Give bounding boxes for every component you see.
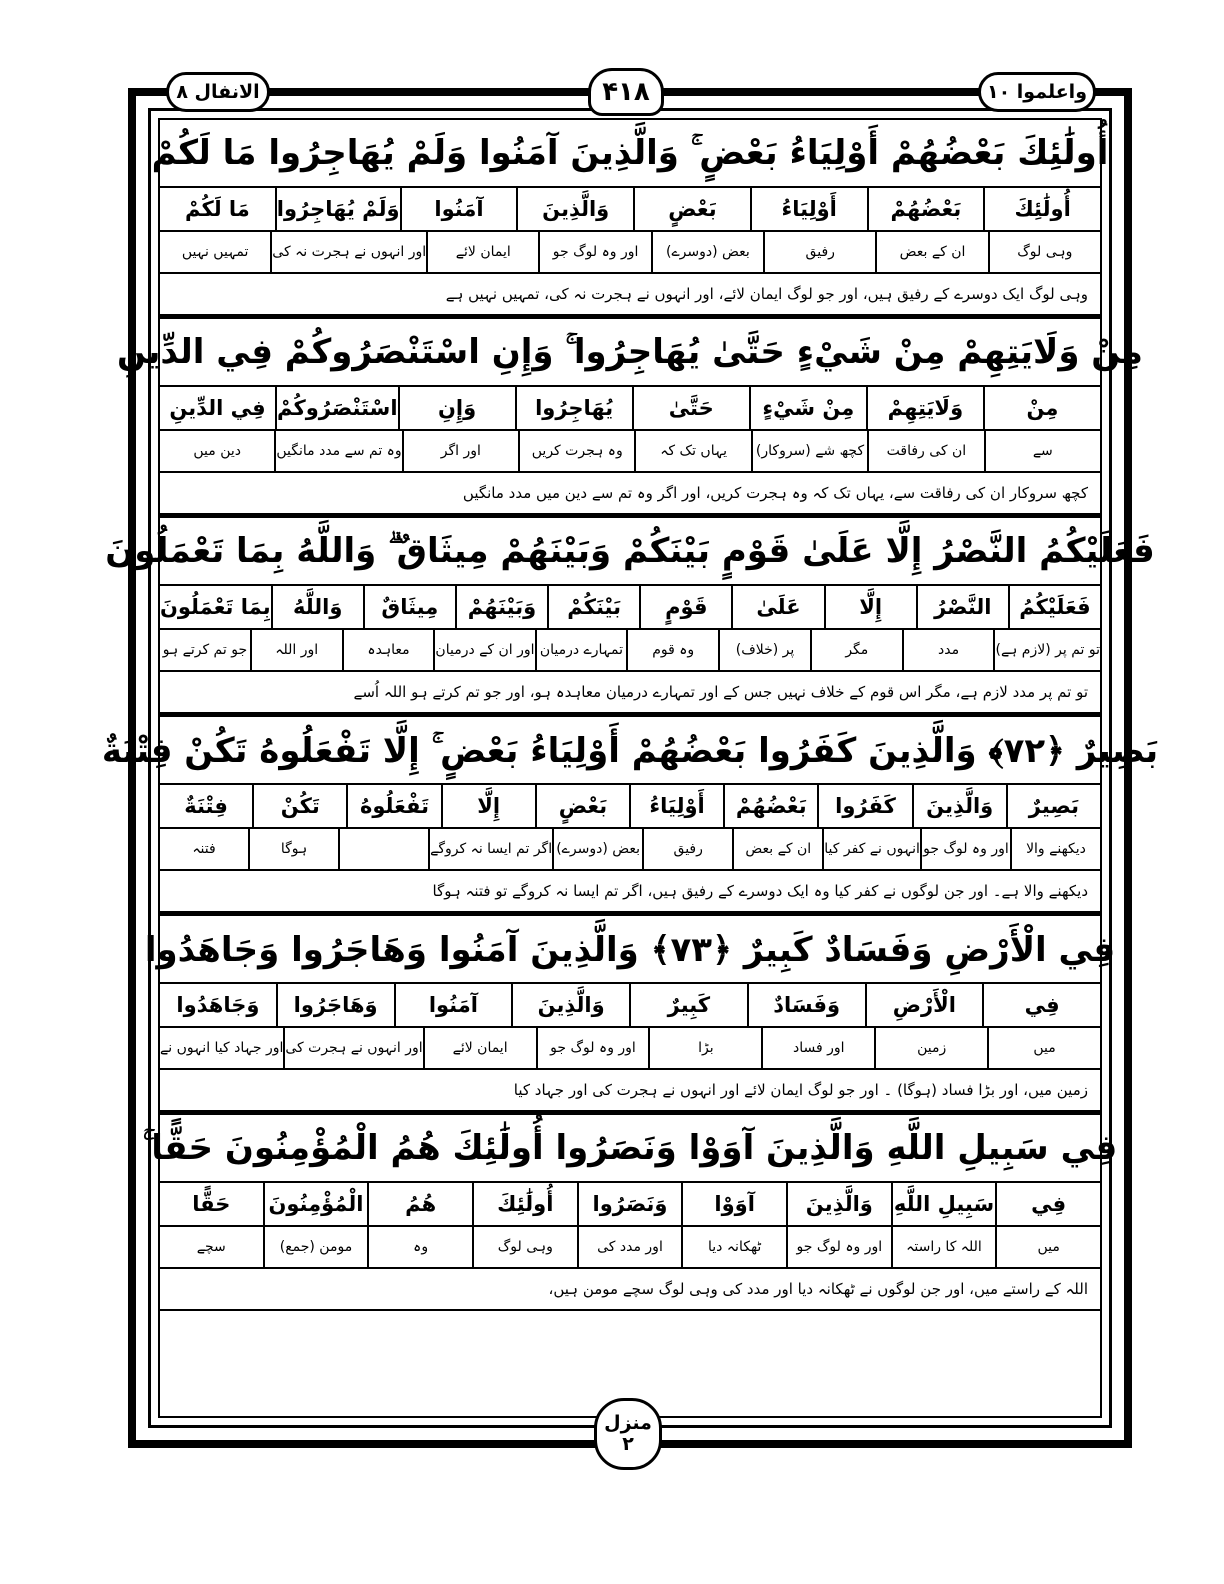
arabic-word-cell: كَفَرُوا (817, 785, 911, 827)
arabic-word-cell: تَكُنْ (252, 785, 346, 827)
urdu-meaning-cell (338, 829, 428, 869)
word-row (160, 1183, 1100, 1227)
arabic-word-cell: آوَوْا (681, 1183, 786, 1225)
urdu-meaning-cell: رفیق (642, 829, 732, 869)
arabic-word-cell: النَّصْرُ (916, 586, 1008, 628)
arabic-word-cell: بَعْضُهُمْ (867, 188, 984, 230)
urdu-meaning-cell: اور انہوں نے ہجرت نہ کی (270, 232, 426, 272)
arabic-word-cell: وَبَيْنَهُمْ (455, 586, 547, 628)
arabic-word-cell: سَبِيلِ اللَّهِ (891, 1183, 996, 1225)
urdu-meaning-cell: اور اللہ (250, 630, 342, 670)
urdu-meaning-cell: بعض (دوسرے) (651, 232, 763, 272)
urdu-translation-line: دیکھنے والا ہے۔ اور جن لوگوں نے کفر کیا وہ ایک دوسرے کے رفیق ہیں، اگر تم ایسا نہ کروگے تو فتنہ ہوگا (160, 871, 1100, 914)
arabic-word-cell: أُولَٰئِكَ (983, 188, 1100, 230)
arabic-word-cell: حَقًّا (192, 1192, 231, 1216)
arabic-word-cell: أَوْلِيَاءُ (750, 188, 867, 230)
urdu-meaning-cell: تمہارے درمیان (535, 630, 627, 670)
word-row (160, 188, 1100, 232)
urdu-meaning-cell: وہی لوگ (472, 1227, 577, 1267)
urdu-meaning-cell: پر (خلاف) (718, 630, 810, 670)
urdu-translation-line: تو تم پر مدد لازم ہے، مگر اس قوم کے خلاف نہیں جس کے اور تمہارے درمیان معاہدہ ہو، اور جو تم کرتے ہو اللہ اُسے (160, 672, 1100, 715)
arabic-word-cell: آمَنُوا (400, 188, 517, 230)
arabic-word-cell: آمَنُوا (394, 984, 512, 1026)
arabic-word-cell: أَوْلِيَاءُ (629, 785, 723, 827)
arabic-word-cell: الْأَرْضِ (865, 984, 983, 1026)
urdu-meaning-cell: اللہ کا راستہ (891, 1227, 996, 1267)
arabic-word-cell: هُمُ (367, 1183, 472, 1225)
urdu-meaning-cell: وہ قوم (626, 630, 718, 670)
urdu-meaning-cell: اور ان کے درمیان (433, 630, 534, 670)
urdu-meaning-cell: میں (987, 1028, 1100, 1068)
arabic-word-cell: فَعَلَيْكُمُ (1008, 586, 1100, 628)
urdu-meaning-cell: اور جہاد کیا انہوں نے (160, 1040, 284, 1056)
urdu-meaning-cell: جو تم کرتے ہو (162, 642, 248, 658)
arabic-word-cell: وَفَسَادٌ (747, 984, 865, 1026)
urdu-meaning-cell: سے (984, 431, 1100, 471)
ayah-line: فِي سَبِيلِ اللَّهِ وَالَّذِينَ آوَوْا وَنَصَرُوا أُولَٰئِكَ هُمُ الْمُؤْمِنُونَ حَقًّا ۚ (160, 1115, 1100, 1183)
urdu-meaning-cell: ایمان لائے (426, 232, 538, 272)
urdu-meaning-cell: مومن (جمع) (263, 1227, 368, 1267)
arabic-word-cell: تَفْعَلُوهُ (346, 785, 440, 827)
urdu-meaning-cell: وہ (367, 1227, 472, 1267)
urdu-meaning-cell: وہ ہجرت کریں (518, 431, 634, 471)
word-row (160, 984, 1100, 1028)
arabic-word-cell: وَالَّذِينَ (516, 188, 633, 230)
arabic-word-cell: وَالَّذِينَ (786, 1183, 891, 1225)
arabic-word-cell: وَهَاجَرُوا (276, 984, 394, 1026)
arabic-word-cell: فِي (995, 1183, 1100, 1225)
urdu-translation-line: کچھ سروکار ان کی رفاقت سے، یہاں تک کہ وہ ہجرت کریں، اور اگر وہ تم سے دین میں مدد مانگیں (160, 473, 1100, 516)
arabic-word-cell: وَلَمْ يُهَاجِرُوا (275, 188, 400, 230)
urdu-meaning-cell: اور اگر (402, 431, 518, 471)
arabic-word-cell: وَإِنِ (398, 387, 515, 429)
meaning-row (160, 630, 1100, 672)
urdu-meaning-cell: اور انہوں نے ہجرت کی (283, 1028, 422, 1068)
arabic-word-cell: وَالَّذِينَ (912, 785, 1006, 827)
arabic-word-cell: الْمُؤْمِنُونَ (263, 1183, 368, 1225)
urdu-meaning-cell: بعض (دوسرے) (552, 829, 642, 869)
arabic-word-cell: حَتَّىٰ (632, 387, 749, 429)
urdu-meaning-cell: اور وہ لوگ جو (536, 1028, 649, 1068)
urdu-meaning-cell: مگر (810, 630, 902, 670)
urdu-meaning-cell: ان کے بعض (732, 829, 822, 869)
ayah-line: مِنْ وَلَايَتِهِمْ مِنْ شَيْءٍ حَتَّىٰ يُهَاجِرُوا ۚ وَإِنِ اسْتَنْصَرُوكُمْ فِي الدِّينِ (160, 319, 1100, 387)
arabic-word-cell: إِلَّا (824, 586, 916, 628)
urdu-meaning-cell: معاہدہ (342, 630, 434, 670)
arabic-word-cell: يُهَاجِرُوا (515, 387, 632, 429)
urdu-meaning-cell: ہوگا (248, 829, 338, 869)
urdu-meaning-cell: سچے (196, 1239, 226, 1255)
urdu-meaning-cell: میں (995, 1227, 1100, 1267)
urdu-meaning-cell: وہی لوگ (988, 232, 1100, 272)
urdu-meaning-cell: ایمان لائے (423, 1028, 536, 1068)
arabic-word-cell: وَالَّذِينَ (511, 984, 629, 1026)
urdu-meaning-cell: ٹھکانہ دیا (681, 1227, 786, 1267)
urdu-meaning-cell: بڑا (648, 1028, 761, 1068)
urdu-meaning-cell: اور وہ لوگ جو (786, 1227, 891, 1267)
urdu-meaning-cell: انہوں نے کفر کیا (822, 829, 920, 869)
urdu-meaning-cell: کچھ شے (سروکار) (751, 431, 867, 471)
ayah-block (142, 1115, 1118, 1311)
arabic-word-cell: بَعْضٍ (633, 188, 750, 230)
arabic-word-cell: وَلَايَتِهِمْ (866, 387, 983, 429)
urdu-meaning-cell: اور فساد (761, 1028, 874, 1068)
urdu-translation-line: اللہ کے راستے میں، اور جن لوگوں نے ٹھکانہ دیا اور مدد کی وہی لوگ سچے مومن ہیں، (548, 1280, 1088, 1298)
ayah-block (105, 518, 1155, 717)
urdu-translation-line: زمین میں، اور بڑا فساد (ہوگا) ۔ اور جو لوگ ایمان لائے اور انہوں نے ہجرت کی اور جہاد کیا (160, 1070, 1100, 1113)
urdu-meaning-cell: وہ تم سے مدد مانگیں (274, 431, 401, 471)
manzil-label: منزل (604, 1412, 652, 1435)
urdu-meaning-cell: مدد (902, 630, 994, 670)
word-row (160, 586, 1100, 630)
urdu-meaning-cell: تمہیں نہیں (181, 244, 249, 260)
arabic-word-cell: فِي (982, 984, 1100, 1026)
ayah-line: فَعَلَيْكُمُ النَّصْرُ إِلَّا عَلَىٰ قَوْمٍ بَيْنَكُمْ وَبَيْنَهُمْ مِيثَاقٌ ۗ وَاللَّهُ بِمَا تَعْمَلُونَ (160, 518, 1100, 586)
arabic-word-cell: إِلَّا (441, 785, 535, 827)
urdu-meaning-cell: فتنہ (192, 841, 216, 857)
meaning-row (160, 829, 1100, 871)
para-name-tab: واعلموا ۱۰ (978, 72, 1096, 112)
arabic-word-cell: وَنَصَرُوا (577, 1183, 682, 1225)
urdu-meaning-cell: یہاں تک کہ (634, 431, 750, 471)
ayah-block (117, 319, 1143, 518)
arabic-word-cell: عَلَىٰ (731, 586, 823, 628)
meaning-row (160, 431, 1100, 473)
arabic-word-cell: اسْتَنْصَرُوكُمْ (275, 387, 397, 429)
arabic-word-cell: فِي الدِّينِ (169, 396, 266, 420)
ayah-line: فِي الْأَرْضِ وَفَسَادٌ كَبِيرٌ ﴿٧٣﴾ وَالَّذِينَ آمَنُوا وَهَاجَرُوا وَجَاهَدُوا (160, 916, 1100, 984)
manzil-badge (594, 1398, 662, 1470)
urdu-meaning-cell: تو تم پر (لازم ہے) (993, 630, 1100, 670)
ayah-line: بَصِيرٌ ﴿٧٢﴾ وَالَّذِينَ كَفَرُوا بَعْضُهُمْ أَوْلِيَاءُ بَعْضٍ ۚ إِلَّا تَفْعَلُوهُ تَكُنْ فِتْنَةٌ (160, 717, 1100, 785)
urdu-translation-line: وہی لوگ ایک دوسرے کے رفیق ہیں، اور جو لوگ ایمان لائے، اور انہوں نے ہجرت نہ کی، تمہیں نہیں ہے (160, 274, 1100, 317)
arabic-word-cell: مِنْ (983, 387, 1100, 429)
page-content (101, 120, 1159, 1311)
arabic-word-cell: بَصِيرٌ (1006, 785, 1100, 827)
surah-name-tab: الانفال ۸ (166, 72, 270, 112)
urdu-meaning-cell: اور وہ لوگ جو (538, 232, 650, 272)
word-row (160, 387, 1100, 431)
urdu-meaning-cell: ان کی رفاقت (867, 431, 983, 471)
urdu-meaning-cell: اگر تم ایسا نہ کروگے (428, 829, 552, 869)
urdu-meaning-cell: رفیق (763, 232, 875, 272)
urdu-meaning-cell: ان کے بعض (875, 232, 987, 272)
urdu-meaning-cell: دیکھنے والا (1010, 829, 1100, 869)
page-number: ۴۱۸ (588, 68, 664, 116)
urdu-meaning-cell: اور وہ لوگ جو (920, 829, 1010, 869)
urdu-meaning-cell: زمین (874, 1028, 987, 1068)
ayah-block (151, 120, 1109, 319)
manzil-number: ۲ (622, 1433, 634, 1455)
arabic-word-cell: مِيثَاقٌ (363, 586, 455, 628)
arabic-word-cell: مَا لَكُمْ (185, 197, 250, 221)
arabic-word-cell: فِتْنَةٌ (184, 794, 228, 818)
arabic-word-cell: بِمَا تَعْمَلُونَ (159, 595, 271, 619)
ayah-block (101, 717, 1159, 916)
urdu-meaning-cell: دین میں (193, 443, 241, 459)
arabic-word-cell: مِنْ شَيْءٍ (749, 387, 866, 429)
ayah-line: أُولَٰئِكَ بَعْضُهُمْ أَوْلِيَاءُ بَعْضٍ ۚ وَالَّذِينَ آمَنُوا وَلَمْ يُهَاجِرُوا مَا لَكُمْ (160, 120, 1100, 188)
word-row (160, 785, 1100, 829)
arabic-word-cell: وَجَاهَدُوا (176, 993, 260, 1017)
meaning-row (160, 1028, 1100, 1070)
arabic-word-cell: بَعْضُهُمْ (723, 785, 817, 827)
arabic-word-cell: كَبِيرٌ (629, 984, 747, 1026)
meaning-row (160, 232, 1100, 274)
arabic-word-cell: بَيْنَكُمْ (547, 586, 639, 628)
ayah-block (144, 916, 1116, 1115)
meaning-row (160, 1227, 1100, 1269)
arabic-word-cell: أُولَٰئِكَ (472, 1183, 577, 1225)
arabic-word-cell: قَوْمٍ (639, 586, 731, 628)
arabic-word-cell: وَاللَّهُ (271, 586, 363, 628)
arabic-word-cell: بَعْضٍ (535, 785, 629, 827)
urdu-meaning-cell: اور مدد کی (577, 1227, 682, 1267)
